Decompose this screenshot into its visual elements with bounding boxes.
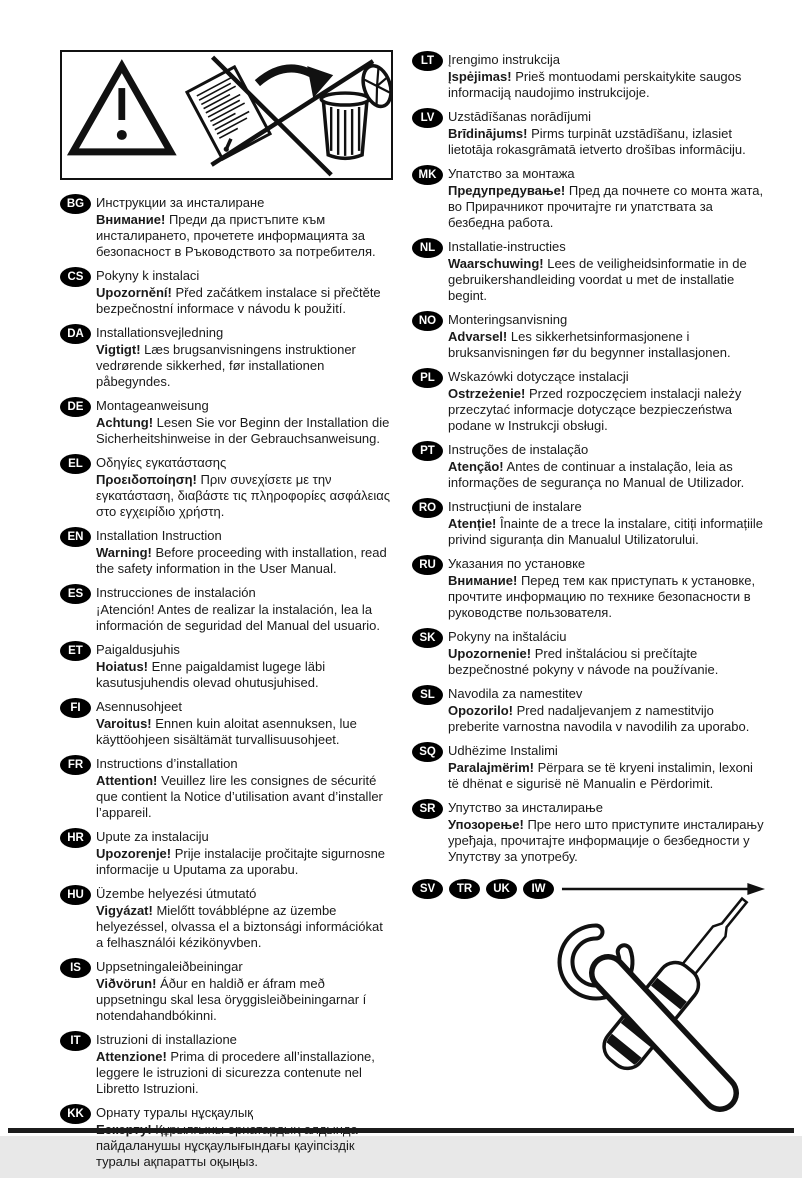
warning-word: Brīdinājums! <box>448 126 528 141</box>
body-text: пайдаланушы нұсқаулығындағы қауіпсіздік туралы ақпаратты оқыңыз. <box>96 1138 355 1169</box>
warning-word: Προειδοποίηση! <box>96 472 197 487</box>
section-body <box>96 976 393 1024</box>
section-body <box>448 760 766 792</box>
section-title: Упутство за инсталирање <box>448 800 603 815</box>
language-code-label: CS <box>67 271 84 283</box>
body-text: Përpara se të kryeni instalimin, lexoni të dhënat e sigurisë në Manualin e Përdorimit. <box>448 760 753 791</box>
warning-word: Opozorilo! <box>448 703 513 718</box>
section-title: Üzembe helyezési útmutató <box>96 886 257 901</box>
language-section <box>60 268 393 317</box>
right-column <box>412 52 766 1137</box>
language-code-label: IW <box>531 883 546 895</box>
language-code-badge <box>60 584 91 604</box>
language-code-label: FI <box>70 702 81 714</box>
language-code-label: ES <box>67 588 84 600</box>
section-title: Орнату туралы нұсқаулық <box>96 1105 253 1120</box>
language-section <box>60 959 393 1024</box>
section-text <box>96 1105 393 1170</box>
section-text <box>448 109 766 158</box>
section-body <box>96 545 393 577</box>
language-code-label: SQ <box>419 746 436 758</box>
section-title: Udhëzime Instalimi <box>448 743 558 758</box>
body-text: Pirms turpināt uzstādīšanu, izlasiet lietotāja rokasgrāmatā ietverto drošības informāciju. <box>448 126 746 157</box>
section-text <box>96 886 393 951</box>
language-section <box>412 369 766 434</box>
warning-word: Waarschuwing! <box>448 256 544 271</box>
warning-and-no-discard-illustration <box>62 52 391 178</box>
language-code-label: IS <box>70 962 81 974</box>
body-text: Prieš montuodami perskaitykite saugos informaciją naudojimo instrukcijoje. <box>448 69 742 100</box>
section-title: Paigaldusjuhis <box>96 642 180 657</box>
section-title: Installatie-instructies <box>448 239 566 254</box>
language-code-label: NL <box>419 242 436 254</box>
language-code-badge <box>60 324 91 344</box>
section-text <box>96 325 393 390</box>
warning-word: Vigtigt! <box>96 342 141 357</box>
language-section <box>412 499 766 548</box>
section-title: Uzstādīšanas norādījumi <box>448 109 592 124</box>
section-text <box>96 268 393 317</box>
right-arrow-icon <box>560 882 766 896</box>
section-title: Įrengimo instrukcija <box>448 52 560 67</box>
language-code-badge <box>60 454 91 474</box>
language-code-badge <box>60 885 91 905</box>
section-text <box>96 1032 393 1097</box>
language-code-badge <box>412 799 443 819</box>
section-title: Instrucciones de instalación <box>96 585 256 600</box>
section-body <box>448 126 766 158</box>
section-body <box>96 903 393 951</box>
language-code-label: RU <box>419 559 436 571</box>
language-section <box>60 829 393 878</box>
section-text <box>448 239 766 304</box>
warning-word: Attention! <box>96 773 158 788</box>
language-code-badge <box>412 555 443 575</box>
language-code-label: SV <box>419 883 436 895</box>
language-code-badge <box>412 368 443 388</box>
body-text: Înainte de a trece la instalare, citiți informațiile privind siguranța din Manualul Utilizatorului. <box>448 516 764 547</box>
section-body <box>448 573 766 621</box>
language-code-label: DE <box>67 401 84 413</box>
section-text <box>448 800 766 865</box>
section-body <box>448 183 766 231</box>
language-code-label: RO <box>418 502 437 514</box>
section-text <box>96 195 393 260</box>
warning-word: Advarsel! <box>448 329 508 344</box>
more-languages-row <box>412 879 766 899</box>
language-code-badge <box>449 879 480 899</box>
section-body <box>448 646 766 678</box>
warning-word: Atenție! <box>448 516 497 531</box>
section-text <box>448 369 766 434</box>
section-title: Montageanweisung <box>96 398 209 413</box>
language-section <box>412 52 766 101</box>
body-text: Пре него што приступите инсталирању уређаја, прочитајте информације о безбедности у Упутству за употребу. <box>448 817 764 864</box>
section-text <box>448 499 766 548</box>
body-text: Áður en haldið er áfram með uppsetningu skal lesa öryggisleiðbeiningarnar í notendahandbókinni. <box>96 976 367 1023</box>
section-title: Upute za instalaciju <box>96 829 209 844</box>
section-body <box>448 256 766 304</box>
section-title: Οδηγίες εγκατάστασης <box>96 455 227 470</box>
body-text: Læs brugsanvisningens instruktioner vedrørende sikkerhed, før installationen påbegyndes. <box>96 342 356 389</box>
warning-word: Upozorenje! <box>96 846 172 861</box>
language-code-label: PL <box>420 372 435 384</box>
language-code-label: TR <box>456 883 473 895</box>
body-text: Before proceeding with installation, read the safety information in the User Manual. <box>96 545 387 576</box>
section-body <box>448 329 766 361</box>
section-body <box>96 659 393 691</box>
body-text: Před začátkem instalace si přečtěte bezpečnostní informace v návodu k použití. <box>96 285 381 316</box>
warning-word: Ostrzeżenie! <box>448 386 526 401</box>
language-code-label: LT <box>420 55 435 67</box>
warning-word: Varoitus! <box>96 716 152 731</box>
language-section <box>60 1032 393 1097</box>
warning-word: Atenção! <box>448 459 504 474</box>
section-body <box>448 69 766 101</box>
warning-word: Vigyázat! <box>96 903 153 918</box>
language-section <box>60 455 393 520</box>
language-code-badge <box>523 879 554 899</box>
section-title: Указания по установке <box>448 556 586 571</box>
warning-word: Attenzione! <box>96 1049 167 1064</box>
language-code-badge <box>60 194 91 214</box>
section-body <box>448 459 766 491</box>
language-section <box>60 1105 393 1170</box>
body-text: Antes de continuar a instalação, leia as informações de segurança no Manual de Utilizador. <box>448 459 745 490</box>
section-title: Pokyny k instalaci <box>96 268 200 283</box>
warning-word: Hoiatus! <box>96 659 148 674</box>
body-text: Пред да почнете со монта жата, во Прирачникот прочитајте ги упатствата за безбедна работа. <box>448 183 764 230</box>
language-code-badge <box>60 1031 91 1051</box>
language-code-label: BG <box>66 198 85 210</box>
section-title: Инструкции за инсталиране <box>96 195 265 210</box>
language-code-label: KK <box>67 1108 84 1120</box>
trash-can-icon <box>321 62 396 158</box>
body-text: ¡Atención! Antes de realizar la instalación, lea la información de seguridad del Manual del usuario. <box>96 602 381 633</box>
section-body <box>448 386 766 434</box>
language-section <box>412 442 766 491</box>
language-code-label: HR <box>67 832 84 844</box>
language-code-label: LV <box>420 112 435 124</box>
language-code-badge <box>412 742 443 762</box>
language-code-badge <box>60 267 91 287</box>
language-code-label: UK <box>493 883 510 895</box>
left-language-sections <box>60 195 393 1170</box>
section-body <box>96 285 393 317</box>
section-title: Упатство за монтажа <box>448 166 575 181</box>
language-section <box>60 699 393 748</box>
section-text <box>448 166 766 231</box>
section-body <box>96 1049 393 1097</box>
section-text <box>448 556 766 621</box>
section-title: Installation Instruction <box>96 528 222 543</box>
wrench-screwdriver-icon <box>524 907 766 1137</box>
language-code-label: SL <box>420 689 435 701</box>
body-text: Ennen kuin aloitat asennuksen, lue käyttöohjeen sisältämät turvallisuusohjeet. <box>96 716 357 747</box>
body-text: Pred nadaljevanjem z namestitvijo preberite varnostna navodila v navodilih za uporabo. <box>448 703 750 734</box>
language-section <box>60 398 393 447</box>
language-code-badge <box>412 51 443 71</box>
section-text <box>96 699 393 748</box>
language-code-badge <box>60 527 91 547</box>
language-code-label: MK <box>418 169 437 181</box>
section-title: Navodila za namestitev <box>448 686 583 701</box>
section-title: Instruções de instalação <box>448 442 589 457</box>
section-title: Wskazówki dotyczące instalacji <box>448 369 629 384</box>
language-section <box>412 686 766 735</box>
section-title: Installationsvejledning <box>96 325 224 340</box>
language-section <box>60 642 393 691</box>
language-code-label: SR <box>419 803 436 815</box>
section-title: Asennusohjeet <box>96 699 183 714</box>
section-text <box>96 398 393 447</box>
warning-word: Įspėjimas! <box>448 69 512 84</box>
section-body <box>96 342 393 390</box>
body-text: Lesen Sie vor Beginn der Installation die Sicherheitshinweise in der Gebrauchsanweisung. <box>96 415 390 446</box>
section-text <box>448 52 766 101</box>
section-text <box>96 455 393 520</box>
page-footer-rule <box>8 1128 794 1133</box>
language-section <box>60 528 393 577</box>
language-code-label: FR <box>67 759 84 771</box>
warning-word: Achtung! <box>96 415 154 430</box>
language-code-badge <box>412 311 443 331</box>
section-body <box>96 212 393 260</box>
body-text: Преди да пристъпите към инсталирането, прочетете информацията за безопасност в Ръководството за потребителя. <box>96 212 376 259</box>
language-section <box>412 800 766 865</box>
installation-tools-figure <box>412 907 766 1137</box>
warning-word: Предупредување! <box>448 183 566 198</box>
language-code-badge <box>60 1104 91 1124</box>
section-body <box>96 846 393 878</box>
language-code-badge <box>412 628 443 648</box>
language-code-badge <box>412 238 443 258</box>
language-code-label: IT <box>70 1035 81 1047</box>
language-section <box>60 195 393 260</box>
section-text <box>448 743 766 792</box>
body-text: Veuillez lire les consignes de sécurité que contient la Notice d’utilisation avant d’installer l’appareil. <box>96 773 383 820</box>
warning-word: Viðvörun! <box>96 976 157 991</box>
body-text: Les sikkerhetsinformasjonene i bruksanvisningen før du begynner installasjonen. <box>448 329 731 360</box>
language-code-badge <box>60 397 91 417</box>
language-code-label: DA <box>67 328 84 340</box>
section-body <box>448 817 766 865</box>
language-section <box>60 325 393 390</box>
language-section <box>412 312 766 361</box>
warning-word: Warning! <box>96 545 152 560</box>
discard-warning-figure <box>60 50 393 180</box>
body-text: Przed rozpoczęciem instalacji należy przeczytać informacje dotyczące bezpieczeństwa podane w Instrukcji obsługi. <box>448 386 742 433</box>
warning-triangle-icon <box>73 66 171 152</box>
language-code-label: ET <box>68 645 83 657</box>
language-section <box>60 756 393 821</box>
body-text: Mielőtt továbblépne az üzembe helyezéssel, olvassa el a biztonsági információkat a felhasználói kézikönyvben. <box>96 903 383 950</box>
body-text: Перед тем как приступать к установке, прочтите информацию по технике безопасности в руководстве пользователя. <box>448 573 756 620</box>
language-code-badge <box>412 879 443 899</box>
language-section <box>412 556 766 621</box>
section-text <box>96 829 393 878</box>
section-text <box>448 629 766 678</box>
section-text <box>448 312 766 361</box>
section-text <box>96 642 393 691</box>
language-code-badge <box>60 958 91 978</box>
section-body <box>96 773 393 821</box>
language-section <box>412 743 766 792</box>
language-code-badge <box>486 879 517 899</box>
section-title: Pokyny na inštaláciu <box>448 629 567 644</box>
language-code-badge <box>60 698 91 718</box>
left-column <box>60 50 393 1178</box>
section-body <box>96 472 393 520</box>
language-code-label: EL <box>68 458 83 470</box>
language-code-badge <box>412 498 443 518</box>
language-code-label: SK <box>419 632 436 644</box>
language-section <box>60 585 393 634</box>
section-body <box>448 703 766 735</box>
right-language-sections <box>412 52 766 865</box>
warning-word: Upozornenie! <box>448 646 532 661</box>
warning-word: Внимание! <box>448 573 518 588</box>
section-text <box>96 756 393 821</box>
language-code-label: EN <box>67 531 84 543</box>
section-body <box>448 516 766 548</box>
section-text <box>96 959 393 1024</box>
language-code-label: NO <box>418 315 437 327</box>
section-title: Instructions d’installation <box>96 756 238 771</box>
section-title: Istruzioni di installazione <box>96 1032 237 1047</box>
language-section <box>60 886 393 951</box>
language-code-badge <box>60 828 91 848</box>
language-code-badge <box>412 685 443 705</box>
section-body <box>96 415 393 447</box>
body-text: Πριν συνεχίσετε με την εγκατάσταση, διαβάστε τις πληροφορίες ασφάλειας στο εγχειρίδιο χρήστη. <box>96 472 391 519</box>
body-text: Prije instalacije pročitajte sigurnosne informacije u Uputama za uporabu. <box>96 846 386 877</box>
warning-word: Внимание! <box>96 212 166 227</box>
language-section <box>412 239 766 304</box>
section-text <box>96 528 393 577</box>
warning-word: Упозорење! <box>448 817 524 832</box>
section-text <box>96 585 393 634</box>
language-code-label: HU <box>67 889 84 901</box>
language-section <box>412 109 766 158</box>
language-code-badge <box>412 108 443 128</box>
section-title: Uppsetningaleiðbeiningar <box>96 959 243 974</box>
language-code-badge <box>60 755 91 775</box>
body-text: Enne paigaldamist lugege läbi kasutusjuhendis olevad ohutusjuhised. <box>96 659 326 690</box>
section-text <box>448 442 766 491</box>
body-text: Prima di procedere all’installazione, leggere le istruzioni di sicurezza contenute nel Libretto Istruzioni. <box>96 1049 375 1096</box>
section-body <box>96 602 393 634</box>
section-title: Instrucțiuni de instalare <box>448 499 582 514</box>
language-code-badge <box>412 441 443 461</box>
warning-word: Upozornění! <box>96 285 172 300</box>
language-code-label: PT <box>420 445 435 457</box>
body-text: Lees de veiligheidsinformatie in de gebruikershandleiding voordat u met de installatie begint. <box>448 256 747 303</box>
section-text <box>448 686 766 735</box>
section-title: Monteringsanvisning <box>448 312 568 327</box>
language-code-badge <box>60 641 91 661</box>
continuation-arrow <box>560 882 766 896</box>
language-section <box>412 629 766 678</box>
body-text: Pred inštaláciou si prečítajte bezpečnostné pokyny v návode na používanie. <box>448 646 719 677</box>
warning-word: Paralajmërim! <box>448 760 534 775</box>
section-body <box>96 716 393 748</box>
language-section <box>412 166 766 231</box>
language-code-badge <box>412 165 443 185</box>
